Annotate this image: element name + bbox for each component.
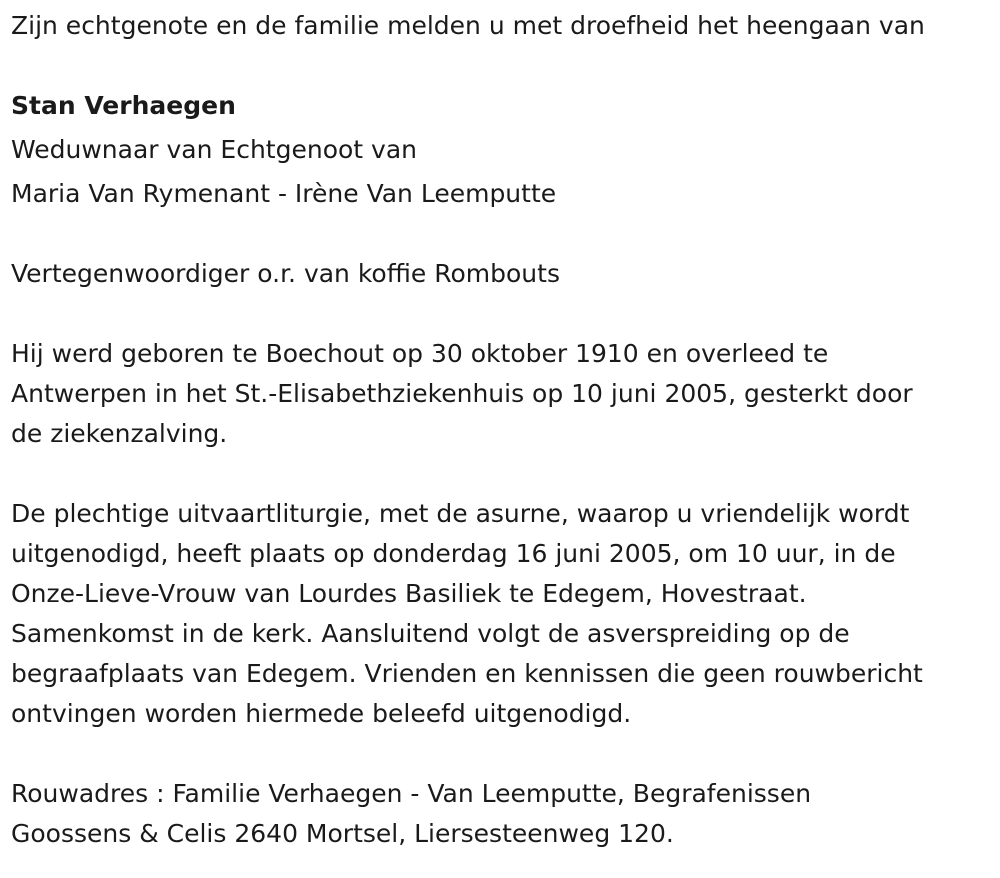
relation-line: Weduwnaar van Echtgenoot van xyxy=(11,135,417,164)
paragraph-line: ontvingen worden hiermede beleefd uitgenodigd. xyxy=(11,699,632,728)
paragraph-line: Antwerpen in het St.-Elisabethziekenhuis op 10 juni 2005, gesterkt door xyxy=(11,379,913,408)
spouses-line: Maria Van Rymenant - Irène Van Leemputte xyxy=(11,179,557,208)
obituary-notice xyxy=(11,6,991,854)
paragraph-line: Samenkomst in de kerk. Aansluitend volgt de asverspreiding op de xyxy=(11,619,850,648)
intro-text: Zijn echtgenote en de familie melden u met droefheid het heengaan van xyxy=(11,11,925,40)
paragraph-line: Hij werd geboren te Boechout op 30 oktober 1910 en overleed te xyxy=(11,339,829,368)
paragraph-line: de ziekenzalving. xyxy=(11,419,228,448)
funeral-paragraph xyxy=(11,494,991,734)
occupation-line: Vertegenwoordiger o.r. van koffie Rombouts xyxy=(11,259,560,288)
paragraph-line: Goossens & Celis 2640 Mortsel, Liersesteenweg 120. xyxy=(11,819,674,848)
paragraph-line: begraafplaats van Edegem. Vrienden en kennissen die geen rouwbericht xyxy=(11,659,923,688)
paragraph-line: Onze-Lieve-Vrouw van Lourdes Basiliek te Edegem, Hovestraat. xyxy=(11,579,807,608)
paragraph-line: uitgenodigd, heeft plaats op donderdag 16 juni 2005, om 10 uur, in de xyxy=(11,539,896,568)
address-paragraph xyxy=(11,774,991,854)
birth-death-paragraph xyxy=(11,334,991,454)
paragraph-line: Rouwadres : Familie Verhaegen - Van Leemputte, Begrafenissen xyxy=(11,779,812,808)
deceased-name: Stan Verhaegen xyxy=(11,91,236,120)
paragraph-line: De plechtige uitvaartliturgie, met de asurne, waarop u vriendelijk wordt xyxy=(11,499,910,528)
